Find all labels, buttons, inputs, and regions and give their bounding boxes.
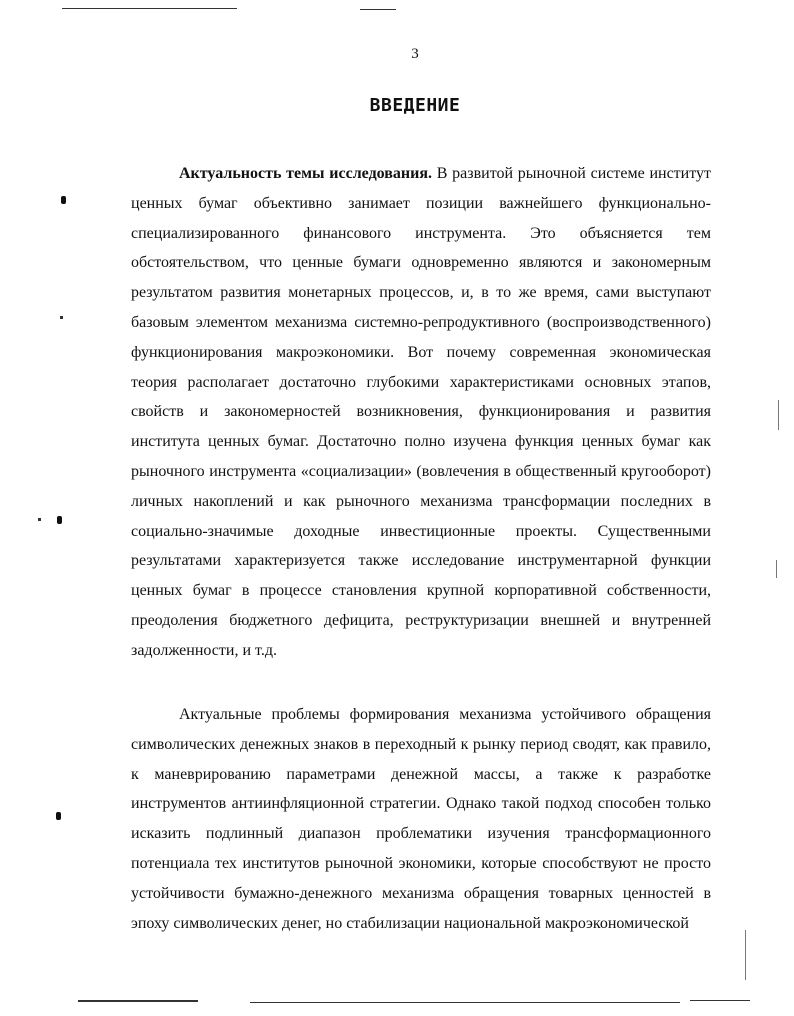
paragraph-relevance: [131, 159, 711, 666]
paragraph-lead: Актуальность темы исследования.: [179, 165, 432, 182]
page-number: 3: [411, 46, 419, 62]
paragraph-text: Актуальные проблемы формирования механизма устойчивого обращения символических денежных знаков в переходный к рынку период сводят, как правило, к маневрированию параметрами денежной массы, а также к разработке инструментов антиинфляционной стратегии. Однако такой подход способен только исказить подлинный диапазон проблематики изучения трансформационного потенциала тех институтов рыночной экономики, которые способствуют не просто устойчивости бумажно-денежного механизма обращения товарных ценностей в эпоху символических денег, но стабилизации национальной макроэкономической: [131, 706, 711, 932]
scan-artifact-edge: [745, 930, 746, 980]
scan-artifact-line: [690, 1000, 750, 1001]
punch-hole-mark: [61, 196, 66, 204]
scan-artifact-line: [250, 1002, 680, 1003]
section-heading: ВВЕДЕНИЕ: [369, 95, 461, 116]
punch-hole-mark: [56, 812, 61, 820]
scan-artifact-edge: [778, 400, 779, 430]
punch-hole-mark: [57, 516, 62, 524]
scan-speck: [38, 518, 41, 521]
scan-artifact-edge: [776, 560, 777, 578]
scan-artifact-line: [360, 9, 396, 10]
scan-artifact-line: [78, 1000, 198, 1002]
paragraph-problems: [131, 700, 711, 938]
scan-speck: [60, 316, 63, 319]
paragraph-text: В развитой рыночной системе институт ценных бумаг объективно занимает позиции важнейшего функционально-специализированного финансового инструмента. Это объясняется тем обстоятельством, что ценные бумаги одновременно являются и закономерным результатом развития монетарных процессов, и, в то же время, сами выступают базовым элементом механизма системно-репродуктивного (воспроизводственного) функционирования макроэкономики. Вот почему современная экономическая теория располагает достаточно глубокими характеристиками основных этапов, свойств и закономерностей возникновения, функционирования и развития института ценных бумаг. Достаточно полно изучена функция ценных бумаг как рыночного инструмента «социализации» (вовлечения в общественный кругооборот) личных накоплений и как рыночного механизма трансформации последних в социально-значимые доходные инвестиционные проекты. Существенными результатами характеризуется также исследование инструментарной функции ценных бумаг в процессе становления крупной корпоративной собственности, преодоления бюджетного дефицита, реструктуризации внешней и внутренней задолженности, и т.д.: [131, 165, 712, 659]
scan-artifact-line: [62, 8, 237, 9]
